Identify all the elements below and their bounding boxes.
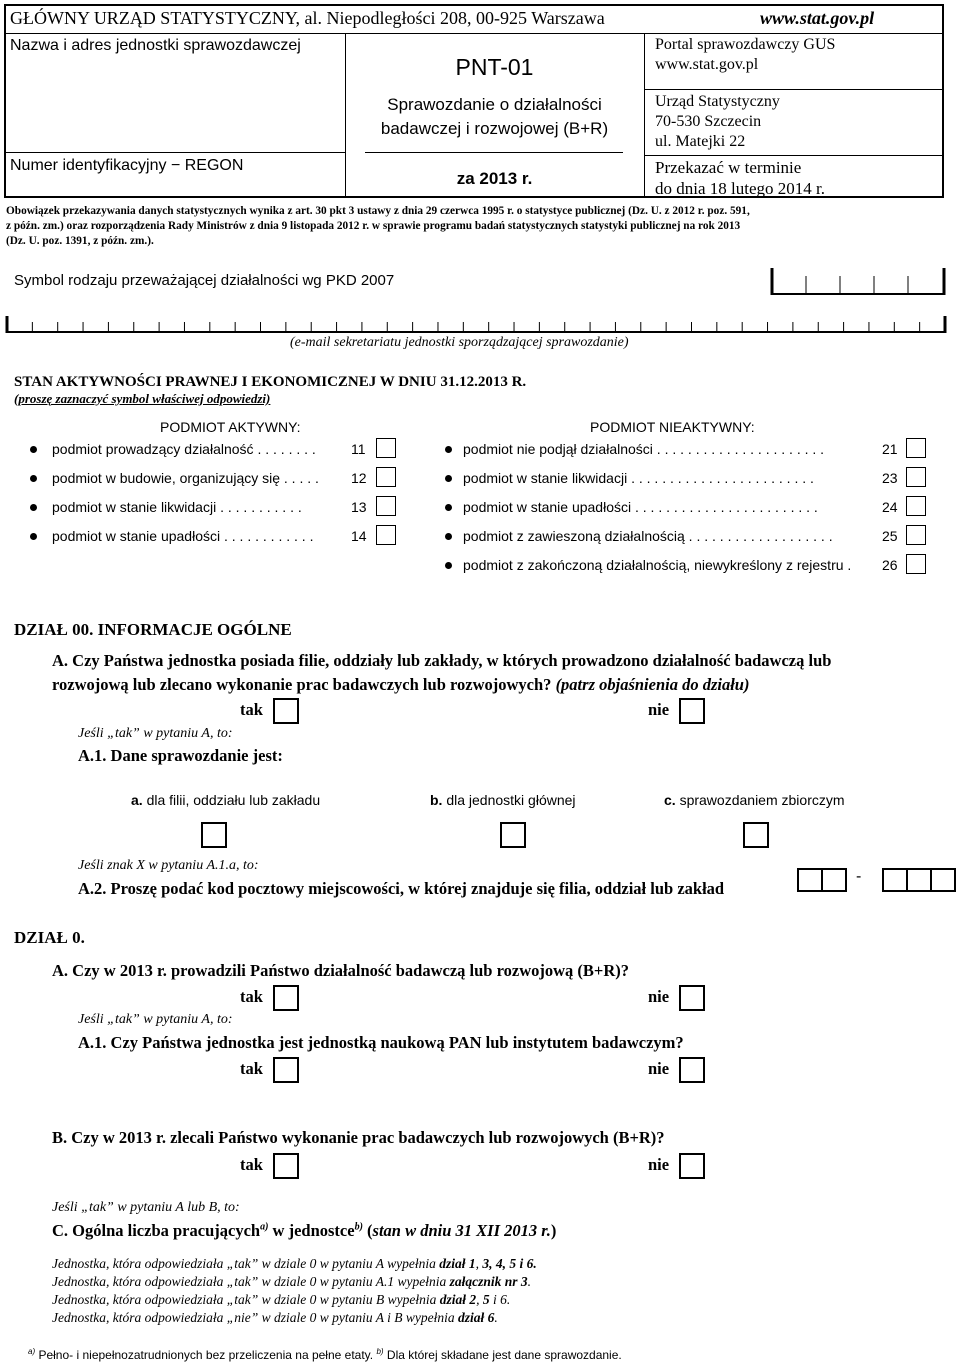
footnotes: $^{a)}$ Pełno- i niepełnozatrudnionych bez przeliczenia na pełne etaty. $^{b)}$ Dla której składane jest dane sprawozdanie. <box>28 1347 622 1362</box>
section0-if-yes-a: Jeśli „tak” w pytaniu A, to: <box>78 1012 233 1027</box>
deadline-line2: do dnia 18 lutego 2014 r. <box>655 179 825 198</box>
instruction-line: Jednostka, która odpowiedziała „tak” w dziale 0 w pytaniu B wypełnia dział 2, 5 i 6. <box>52 1292 511 1307</box>
active-item-label: podmiot w stanie upadłości . . . . . . . . . . . . <box>52 528 314 544</box>
postal-digit-box[interactable] <box>930 868 956 892</box>
section00-if-yes: Jeśli „tak” w pytaniu A, to: <box>78 726 233 741</box>
section0-qb-no-label: nie <box>648 1155 670 1174</box>
section00-yes-checkbox[interactable] <box>273 698 299 724</box>
legal-line3: (Dz. U. poz. 1391, z późn. zm.). <box>6 235 154 247</box>
section00-qa-line1: A. Czy Państwa jednostka posiada filie, oddziały lub zakłady, w których prowadzono działalność badawczą lub <box>52 651 832 670</box>
inactive-item-code: 21 <box>882 441 898 457</box>
section0-qb-yes-checkbox[interactable] <box>273 1153 299 1179</box>
section0-qb-yes-label: tak <box>240 1155 263 1174</box>
pkd-label: Symbol rodzaju przeważającej działalności wg PKD 2007 <box>14 272 395 289</box>
unit-name-label: Nazwa i adres jednostki sprawozdawczej <box>10 37 301 54</box>
section0-a1-no-label: nie <box>648 1059 670 1078</box>
bullet-icon <box>30 446 37 453</box>
inactive-item-code: 25 <box>882 528 898 544</box>
section00-a1: A.1. Dane sprawozdanie jest: <box>78 746 283 765</box>
section0-qc: C. Ogólna liczba pracujących$^{a)}$ w jednostce$^{b)}$ (stan w dniu 31 XII 2013 r.) <box>52 1221 557 1240</box>
section0-qb-no-checkbox[interactable] <box>679 1153 705 1179</box>
instruction-line: Jednostka, która odpowiedziała „tak” w dziale 0 w pytaniu A.1 wypełnia załącznik nr 3. <box>52 1274 532 1289</box>
email-field[interactable] <box>4 316 948 334</box>
bullet-icon <box>445 533 452 540</box>
office-divider <box>644 155 944 156</box>
regon-label <box>10 157 243 175</box>
postal-digit-box[interactable] <box>882 868 908 892</box>
inactive-item-code: 26 <box>882 557 898 573</box>
active-item-code: 11 <box>351 441 366 457</box>
pkd-code-field[interactable] <box>770 268 946 296</box>
status-subtitle: (proszę zaznaczyć symbol właściwej odpowiedzi) <box>14 391 271 406</box>
active-item-checkbox[interactable] <box>376 525 396 545</box>
section0-qa: A. Czy w 2013 r. prowadzili Państwo działalność badawczą lub rozwojową (B+R)? <box>52 961 629 980</box>
inactive-item-checkbox[interactable] <box>906 438 926 458</box>
section0-qa-no-label: nie <box>648 987 670 1006</box>
bullet-icon <box>445 562 452 569</box>
inactive-item-checkbox[interactable] <box>906 467 926 487</box>
option-a-checkbox[interactable] <box>201 822 227 848</box>
website-link[interactable]: www.stat.gov.pl <box>760 8 875 28</box>
option-b-checkbox[interactable] <box>500 822 526 848</box>
status-title: STAN AKTYWNOŚCI PRAWNEJ I EKONOMICZNEJ W DNIU 31.12.2013 R. <box>14 374 527 390</box>
active-item-checkbox[interactable] <box>376 496 396 516</box>
inactive-item-label: podmiot nie podjął działalności . . . . . . . . . . . . . . . . . . . . . . <box>463 441 825 457</box>
inactive-item-checkbox[interactable] <box>906 496 926 516</box>
section00-no-label: nie <box>648 700 670 719</box>
section00-no-checkbox[interactable] <box>679 698 705 724</box>
section00-a2: A.2. Proszę podać kod pocztowy miejscowości, w której znajduje się filia, oddział lub zakład <box>78 879 725 898</box>
section0-if-yes-ab: Jeśli „tak” w pytaniu A lub B, to: <box>52 1200 240 1215</box>
active-item-code: 13 <box>351 499 367 515</box>
section00-yes-label: tak <box>240 700 263 719</box>
bullet-icon <box>30 504 37 511</box>
section0-a1: A.1. Czy Państwa jednostka jest jednostką naukową PAN lub instytutem badawczym? <box>78 1033 684 1052</box>
section00-if-x: Jeśli znak X w pytaniu A.1.a, to: <box>78 858 259 873</box>
regon-label-text: Numer identyfikacyjny − REGON <box>10 157 244 174</box>
instruction-line: Jednostka, która odpowiedziała „nie” w dziale 0 w pytaniu A i B wypełnia dział 6. <box>52 1310 498 1325</box>
postal-digit-box[interactable] <box>906 868 932 892</box>
inactive-item-label: podmiot w stanie upadłości . . . . . . . . . . . . . . . . . . . . . . . . <box>463 499 818 515</box>
form-title-line1: Sprawozdanie o działalności <box>387 95 602 114</box>
deadline-line1: Przekazać w terminie <box>655 158 802 177</box>
instruction-line: Jednostka, która odpowiedziała „tak” w dziale 0 w pytaniu A wypełnia dział 1, 3, 4, 5 i 6. <box>52 1256 537 1271</box>
inactive-item-label: podmiot z zakończoną działalnością, niewykreślony z rejestru . <box>463 557 852 573</box>
postal-digit-box[interactable] <box>821 868 847 892</box>
portal-line2[interactable]: www.stat.gov.pl <box>655 56 759 73</box>
option-c-label: c. sprawozdaniem zbiorczym <box>664 792 845 808</box>
active-item-label: podmiot w budowie, organizujący się . . . . . <box>52 470 319 486</box>
option-a-label: a. dla filii, oddziału lub zakładu <box>131 792 321 808</box>
section00-qa-line2: rozwojową lub zlecano wykonanie prac badawczych lub rozwojowych? (patrz objaśnienia do działu) <box>52 675 750 694</box>
header-col-divider-2 <box>644 33 645 198</box>
postal-dash: - <box>856 868 862 885</box>
portal-line1: Portal sprawozdawczy GUS <box>655 36 836 53</box>
office-line1: Urząd Statystyczny <box>655 93 780 110</box>
active-item-label: podmiot w stanie likwidacji . . . . . . . . . . . <box>52 499 302 515</box>
inactive-item-code: 23 <box>882 470 898 486</box>
form-title-line2: badawczej i rozwojowej (B+R) <box>380 119 609 138</box>
section0-qa-no-checkbox[interactable] <box>679 985 705 1011</box>
office-line2: 70-530 Szczecin <box>655 113 762 130</box>
bullet-icon <box>30 475 37 482</box>
section0-a1-no-checkbox[interactable] <box>679 1057 705 1083</box>
legal-line2: z późn. zm.) oraz rozporządzenia Rady Ministrów z dnia 9 listopada 2012 r. w sprawie programu badań statystycznych statystyki publicznej na rok 2013 <box>6 220 741 232</box>
section0-a1-yes-label: tak <box>240 1059 263 1078</box>
regon-divider <box>4 152 345 153</box>
inactive-item-label: podmiot w stanie likwidacji . . . . . . . . . . . . . . . . . . . . . . . . <box>463 470 814 486</box>
inactive-item-checkbox[interactable] <box>906 554 926 574</box>
legal-line1: Obowiązek przekazywania danych statystycznych wynika z art. 30 pkt 3 ustawy z dnia 29 czerwca 1995 r. o statystyce publicznej (Dz. U. z 2012 r. poz. 591, <box>6 205 750 217</box>
gus-address: GŁÓWNY URZĄD STATYSTYCZNY, al. Niepodległości 208, 00-925 Warszawa <box>10 8 605 28</box>
active-item-code: 14 <box>351 528 367 544</box>
active-item-label: podmiot prowadzący działalność . . . . . . . . <box>52 441 316 457</box>
active-item-code: 12 <box>351 470 367 486</box>
bullet-icon <box>445 446 452 453</box>
form-code: PNT-01 <box>455 54 534 80</box>
section00-title: DZIAŁ 00. INFORMACJE OGÓLNE <box>14 620 292 639</box>
section0-qa-yes-checkbox[interactable] <box>273 985 299 1011</box>
bullet-icon <box>30 533 37 540</box>
portal-divider <box>644 89 944 90</box>
active-heading: PODMIOT AKTYWNY: <box>160 419 301 435</box>
inactive-item-code: 24 <box>882 499 898 515</box>
header-divider <box>4 33 944 34</box>
title-underline <box>365 152 623 153</box>
section0-qa-yes-label: tak <box>240 987 263 1006</box>
bullet-icon <box>445 475 452 482</box>
option-c-checkbox[interactable] <box>743 822 769 848</box>
postal-digit-box[interactable] <box>797 868 823 892</box>
bullet-icon <box>445 504 452 511</box>
option-b-label: b. dla jednostki głównej <box>430 792 576 808</box>
section0-qb: B. Czy w 2013 r. zlecali Państwo wykonanie prac badawczych lub rozwojowych (B+R)? <box>52 1128 665 1147</box>
active-item-checkbox[interactable] <box>376 438 396 458</box>
inactive-heading: PODMIOT NIEAKTYWNY: <box>590 419 755 435</box>
section0-title: DZIAŁ 0. <box>14 928 85 947</box>
inactive-item-checkbox[interactable] <box>906 525 926 545</box>
active-item-checkbox[interactable] <box>376 467 396 487</box>
section0-a1-yes-checkbox[interactable] <box>273 1057 299 1083</box>
office-line3: ul. Matejki 22 <box>655 133 746 150</box>
inactive-item-label: podmiot z zawieszoną działalnością . . . . . . . . . . . . . . . . . . . <box>463 528 833 544</box>
email-label: (e-mail sekretariatu jednostki sporządzającej sprawozdanie) <box>290 335 629 350</box>
form-year: za 2013 r. <box>456 169 533 188</box>
